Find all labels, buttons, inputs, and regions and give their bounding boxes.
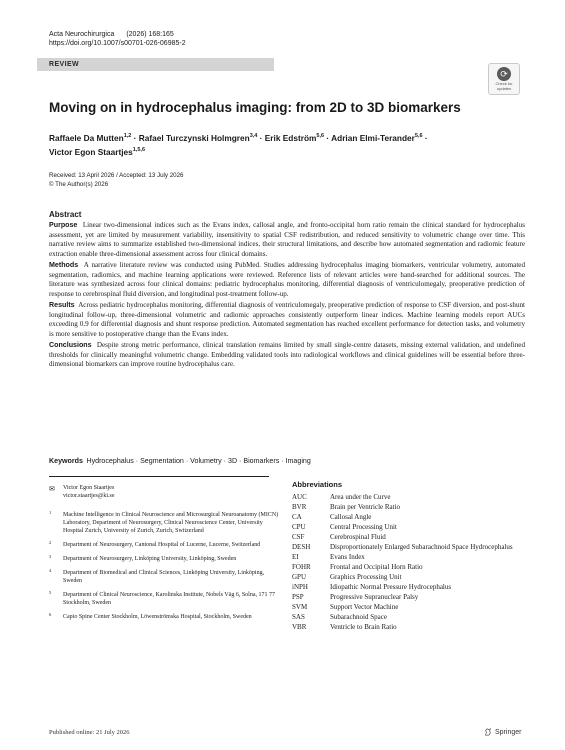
abbreviation-row: CSF Cerebrospinal Fluid [292,533,386,541]
abbreviations-heading: Abbreviations [292,480,343,489]
copyright: © The Author(s) 2026 [49,180,109,188]
abbreviation-row: SVM Support Vector Machine [292,603,399,611]
article-title: Moving on in hydrocephalus imaging: from 2D to 3D biomarkers [49,100,461,115]
author-list [49,130,519,158]
corresponding-email[interactable]: victor.staartjes@ki.se [63,493,115,499]
abbreviation-row: VBR Ventricle to Brain Ratio [292,623,397,631]
abbreviation-row: GPU Graphics Processing Unit [292,573,402,581]
author-separator: · [424,132,428,143]
abbreviation-row: EI Evans Index [292,553,365,561]
abbreviation-row: BVR Brain per Ventricle Ratio [292,503,401,511]
abstract-heading: Abstract [49,210,82,219]
journal-header [49,30,186,48]
journal-name: Acta Neurochirurgica [49,31,115,38]
abbreviation-row: iNPH Idiopathic Normal Pressure Hydrocephalus [292,583,452,591]
publisher-logo: Springer [484,728,521,736]
affiliation-item: 5 Department of Clinical Neuroscience, Karolinska Institute, Nobels Väg 6, Solna, 171 77 Stockholm, Sweden [49,590,276,606]
published-online: Published online: 21 July 2026 [49,729,130,736]
journal-citation: (2026) 168:165 [126,31,174,38]
abbreviation-row: SAS Subarachnoid Space [292,613,387,621]
author-2[interactable]: Rafael Turczynski Holmgren$^{3,4}$ [138,132,258,143]
springer-horse-icon [484,728,492,736]
author-5[interactable]: Victor Egon Staartjes$^{1,5,6}$ [49,146,145,157]
abstract-body [49,221,525,372]
author-4[interactable]: Adrian Elmi-Terander$^{5,6}$ [331,132,423,143]
author-separator: · [133,132,137,143]
affiliation-item: 3 Department of Neurosurgery, Linköping University, Linköping, Sweden [49,554,237,562]
author-3[interactable]: Erik Edström$^{5,6}$ [264,132,325,143]
received-accepted: Received: 13 April 2026 / Accepted: 13 July 2026 [49,172,184,179]
check-updates-label: Check for updates [495,81,513,91]
abstract-purpose: Purpose Linear two-dimensional indices such as the Evans index, callosal angle, and fronto-occipital horn ratio remain the clinical standard for hydrocephalus assessment, yet are limited by measurement variability, insensitivity to spatial CSF redistribution, and reduced sensitivity to volumetric change over time. This narrative review aims to summarize established two-dimensional indices, their structural limitations, and describe how automated segmentation and radiomic feature extraction enable three-dimensional assessment across four clinical domains. [49,221,526,258]
abbreviation-row: CPU Central Processing Unit [292,523,397,531]
abbreviation-row: PSP Progressive Supranuclear Palsy [292,593,419,601]
check-updates-icon: ⟳ [497,67,511,81]
abstract-methods: Methods A narrative literature review was conducted using PubMed. Studies addressing hydrocephalus imaging biomarkers, ventricular volumetry, automated segmentation, radiomics, and machine learning applications were reviewed. Reference lists of relevant articles were hand-searched for additional sources. The literature was synthesized across four clinical domains: pediatric hydrocephalus monitoring, differential diagnosis of ventriculomegaly, preoperative prediction of response to cerebrospinal fluid diversion, and longitudinal post-treatment follow-up. [49,261,525,298]
author-separator: · [259,132,263,143]
author-separator: · [326,132,330,143]
section-label: REVIEW [37,58,274,71]
doi-link[interactable]: https://doi.org/10.1007/s00701-026-06985-2 [49,40,186,47]
article-dates [49,172,184,189]
abbreviations [292,480,532,632]
keywords: Keywords Hydrocephalus · Segmentation · Volumetry · 3D · Biomarkers · Imaging [49,457,311,465]
abbreviation-row: FOHR Frontal and Occipital Horn Ratio [292,563,423,571]
abbreviation-row: AUC Area under the Curve [292,493,391,501]
abstract-results: Results Across pediatric hydrocephalus monitoring, differential diagnosis of ventriculomegaly, preoperative prediction of response to CSF diversion, and post-shunt longitudinal follow-up, three-dimensional volumetric and radiomic approaches consistently outperform linear indices. Machine learning models report AUCs exceeding 0.9 for differential diagnosis and shunt response prediction. Automated segmentation has reached excellent performance for detection tasks, and volumetry is more sensitive to postoperative change than the Evans index. [49,301,526,338]
abbreviation-row: DESH Disproportionately Enlarged Subarachnoid Space Hydrocephalus [292,543,513,551]
corresponding-name: Victor Egon Staartjes [63,485,115,491]
envelope-icon: ✉ [49,485,55,493]
affiliation-item: 6 Capio Spine Center Stockholm, Löwenströmska Hospital, Stockholm, Sweden [49,612,252,620]
author-1[interactable]: Raffaele Da Mutten$^{1,2}$ [49,132,132,143]
corresponding-author [49,484,279,500]
affiliation-item: 2 Department of Neurosurgery, Cantonal Hospital of Lucerne, Lucerne, Switzerland [49,540,261,548]
affiliation-item: 4 Department of Biomedical and Clinical Sciences, Linköping University, Linköping, Sweden [49,568,265,584]
affiliation-item: 1 Machine Intelligence in Clinical Neuroscience and Microsurgical Neuroanatomy (MICN) Laboratory, Department of Neurosurgery, Clinical Neuroscience Center, University Hospital Zurich, University of Zurich, Zurich, Switzerland [49,510,279,534]
divider [49,476,269,477]
check-for-updates-button[interactable] [488,63,520,95]
affiliations [49,511,279,627]
abbreviation-row: CA Callosal Angle [292,513,372,521]
abstract-conclusions: Conclusions Despite strong metric performance, clinical translation remains limited by small single-centre datasets, missing external validation, and undefined thresholds for clinically meaningful volumetric change. Embedding validated tools into radiological workflows and clinical guidelines will be essential before three-dimensional biomarkers can improve routine hydrocephalus care. [49,341,526,368]
